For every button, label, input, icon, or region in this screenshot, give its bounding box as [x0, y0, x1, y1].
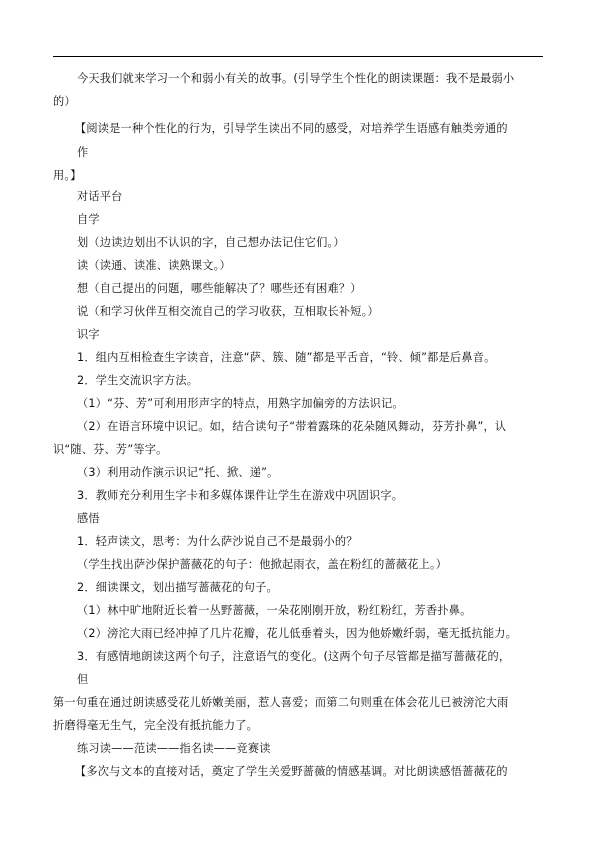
- section-heading: 识字: [77, 328, 100, 341]
- text-line: 第一句重在通过朗读感受花儿娇嫩美丽，惹人喜爱；而第二句则重在体会花儿已被滂沱大雨: [53, 696, 509, 709]
- text-line: （1）“芬、芳”可利用形声字的特点，用熟字加偏旁的方法识记。: [77, 397, 404, 410]
- text-line: 练习读——范读——指名读——竞赛读: [77, 742, 271, 755]
- text-line: 今天我们就来学习一个和弱小有关的故事。(引导学生个性化的朗读课题：我不是最弱小: [77, 72, 515, 85]
- text-line: （3）利用动作演示识记“托、掀、递”。: [77, 466, 279, 479]
- text-line: （学生找出萨沙保护蔷薇花的句子：他掀起雨衣，盖在粉红的蔷薇花上。）: [77, 558, 448, 571]
- text-line: 3．有感情地朗读这两个句子，注意语气的变化。(这两个句子尽管都是描写蔷薇花的，: [77, 650, 511, 663]
- section-heading: 自学: [77, 213, 100, 226]
- section-heading: 感悟: [77, 512, 100, 525]
- text-line: （2）在语言环境中识记。如，结合读句子“带着露珠的花朵随风舞动，芬芳扑鼻”，认: [77, 420, 507, 433]
- text-line: 识“随、芬、芳”等字。: [53, 443, 168, 456]
- text-line: 【阅读是一种个性化的行为，引导学生读出不同的感受，对培养学生语感有触类旁通的: [75, 122, 508, 135]
- text-line: （1）林中旷地附近长着一丛野蔷薇，一朵花刚刚开放，粉红粉红，芳香扑鼻。: [77, 604, 472, 617]
- text-line: 1．组内互相检查生字读音，注意“萨、簇、随”都是平舌音，“铃、倾”都是后鼻音。: [77, 351, 496, 364]
- text-line: 2．学生交流识字方法。: [77, 374, 199, 387]
- text-line: 的）: [53, 95, 76, 108]
- text-line: 作: [77, 146, 89, 159]
- text-line: 说（和学习伙伴互相交流自己的学习收获，互相取长补短。）: [77, 305, 379, 318]
- text-line: 3．教师充分利用生字卡和多媒体课件让学生在游戏中巩固识字。: [77, 489, 404, 502]
- text-line: 用。】: [53, 169, 82, 182]
- text-line: 想（自己提出的问题，哪些能解决了？哪些还有困难？）: [77, 282, 362, 295]
- text-line: 划（边读边划出不认识的字，自己想办法记住它们。）: [77, 236, 345, 249]
- section-heading: 对话平台: [77, 190, 123, 203]
- text-line: 但: [77, 673, 89, 686]
- text-line: 1．轻声读文，思考：为什么萨沙说自己不是最弱小的？: [77, 535, 358, 548]
- text-line: 读（读通、读准、读熟课文。）: [77, 259, 231, 272]
- text-line: 【多次与文本的直接对话，奠定了学生关爱野蔷薇的情感基调。对比朗读感悟蔷薇花的: [75, 765, 508, 778]
- text-line: 2．细读课文，划出描写蔷薇花的句子。: [77, 581, 278, 594]
- header-rule: [53, 56, 543, 57]
- text-line: （2）滂沱大雨已经冲掉了几片花瓣，花儿低垂着头，因为他娇嫩纤弱，毫无抵抗能力。: [77, 627, 518, 640]
- text-line: 折磨得毫无生气，完全没有抵抗能力了。: [53, 719, 258, 732]
